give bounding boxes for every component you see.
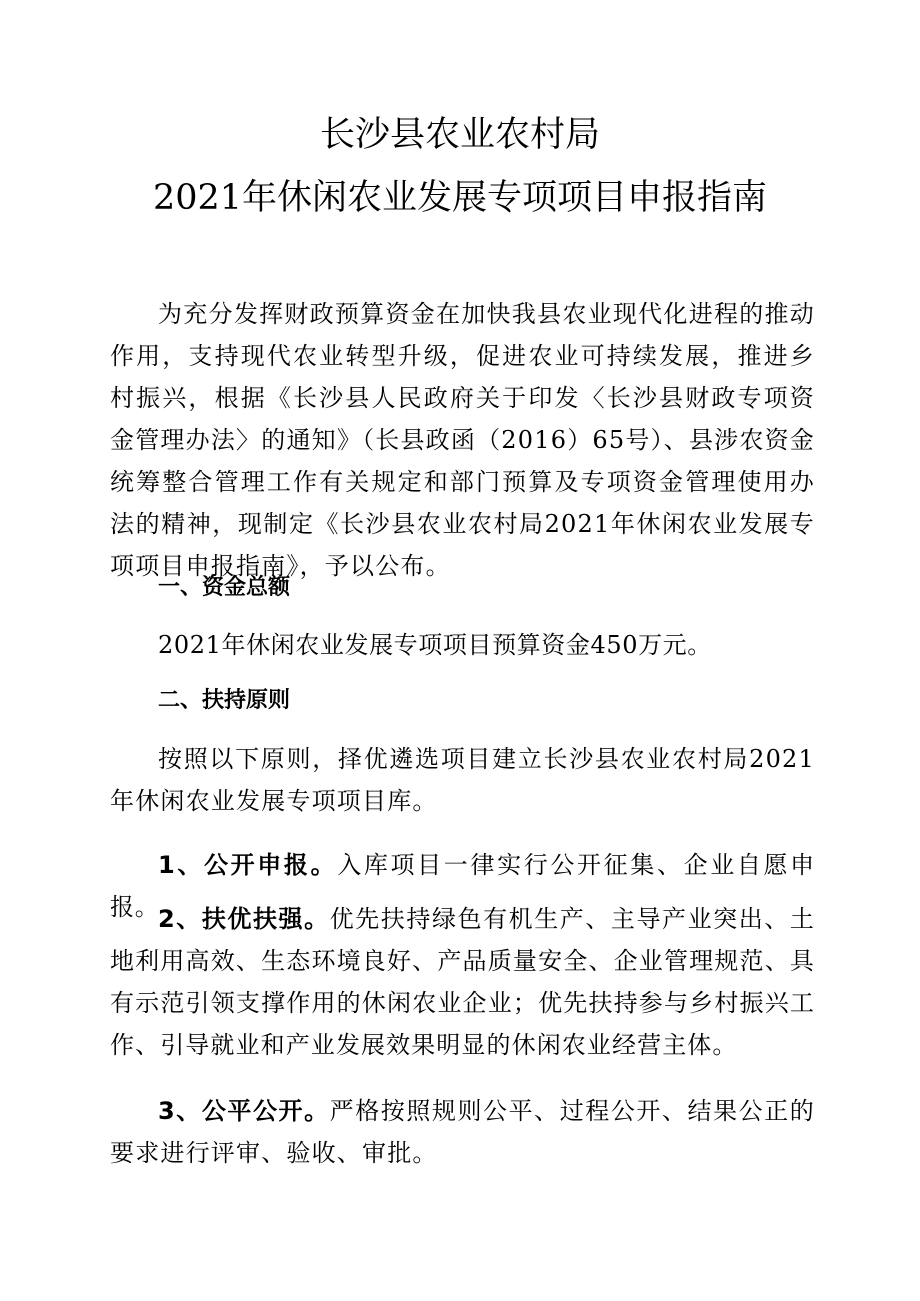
principle-item-text: 严格按照规则公平、过程公开、结果公正的要求进行评审、验收、审批。: [110, 1097, 815, 1167]
principle-item-support-excellent: [110, 898, 815, 1066]
section-heading-funding-total: 一、资金总额: [158, 575, 291, 600]
principles-intro-paragraph: 按照以下原则，择优遴选项目建立长沙县农业农村局2021年休闲农业发展专项项目库。: [110, 745, 815, 815]
principle-item-label: 1、公开申报。: [158, 851, 338, 879]
principle-item-label: 3、公平公开。: [158, 1097, 330, 1125]
principle-item-label: 2、扶优扶强。: [158, 905, 330, 933]
document-title-line-1: 长沙县农业农村局: [319, 115, 600, 155]
principle-item-fair-open: [110, 1090, 815, 1174]
principle-item-text: 优先扶持绿色有机生产、主导产业突出、土地利用高效、生态环境良好、产品质量安全、企业管理规范、具有示范引领支撑作用的休闲农业企业；优先扶持参与乡村振兴工作、引导就业和产业发展效果明显的休闲农业经营主体。: [110, 905, 815, 1059]
funding-amount-paragraph: 2021年休闲农业发展专项项目预算资金450万元。: [158, 631, 712, 659]
intro-paragraph: 为充分发挥财政预算资金在加快我县农业现代化进程的推动作用，支持现代农业转型升级，促进农业可持续发展，推进乡村振兴，根据《长沙县人民政府关于印发〈长沙县财政专项资金管理办法〉的通知》（长县政函（2016）65号）、县涉农资金统筹整合管理工作有关规定和部门预算及专项资金管理使用办法的精神，现制定《长沙县农业农村局2021年休闲农业发展专项项目申报指南》，予以公布。: [110, 300, 815, 580]
document-title-line-2: 2021年休闲农业发展专项项目申报指南: [152, 178, 768, 218]
section-heading-support-principles: 二、扶持原则: [158, 688, 291, 713]
principle-item-text: 入库项目一律实行公开征集、企业自愿申报。: [110, 851, 815, 921]
